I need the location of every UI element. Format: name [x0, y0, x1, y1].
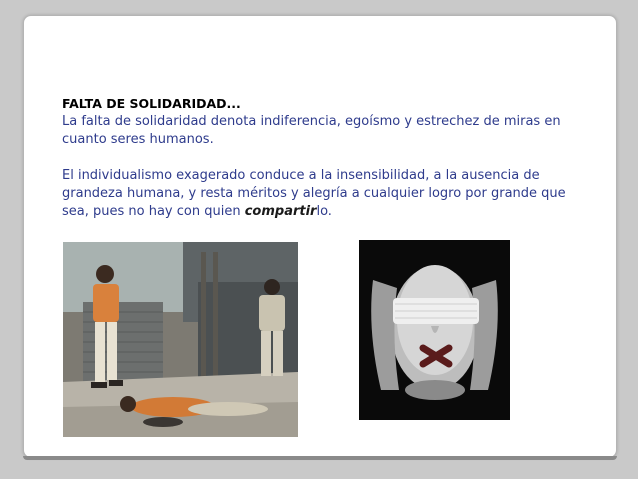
slide-text [62, 95, 567, 239]
blindfolded-face-photo [359, 240, 510, 420]
paragraph-1: La falta de solidaridad denota indiferencia, egoísmo y estrechez de miras en cuanto seres humanos. [62, 114, 561, 147]
paragraph-2-ending: lo. [316, 204, 332, 219]
slide-heading: FALTA DE SOLIDARIDAD... [62, 96, 241, 111]
paragraph-2-text: El individualismo exagerado conduce a la insensibilidad, a la ausencia de grandeza humana, y resta méritos y alegría a cualquier logro por grande que sea, pues no hay con quien [62, 168, 566, 219]
street-photo-icon [63, 242, 298, 437]
paragraph-2 [62, 167, 567, 221]
slide-corner-tab [599, 22, 609, 38]
slide-bottom-border [23, 456, 617, 460]
blindfolded-face-photo-icon [359, 240, 510, 420]
paragraph-2-emphasis: compartir [244, 204, 317, 219]
street-photo [63, 242, 298, 437]
